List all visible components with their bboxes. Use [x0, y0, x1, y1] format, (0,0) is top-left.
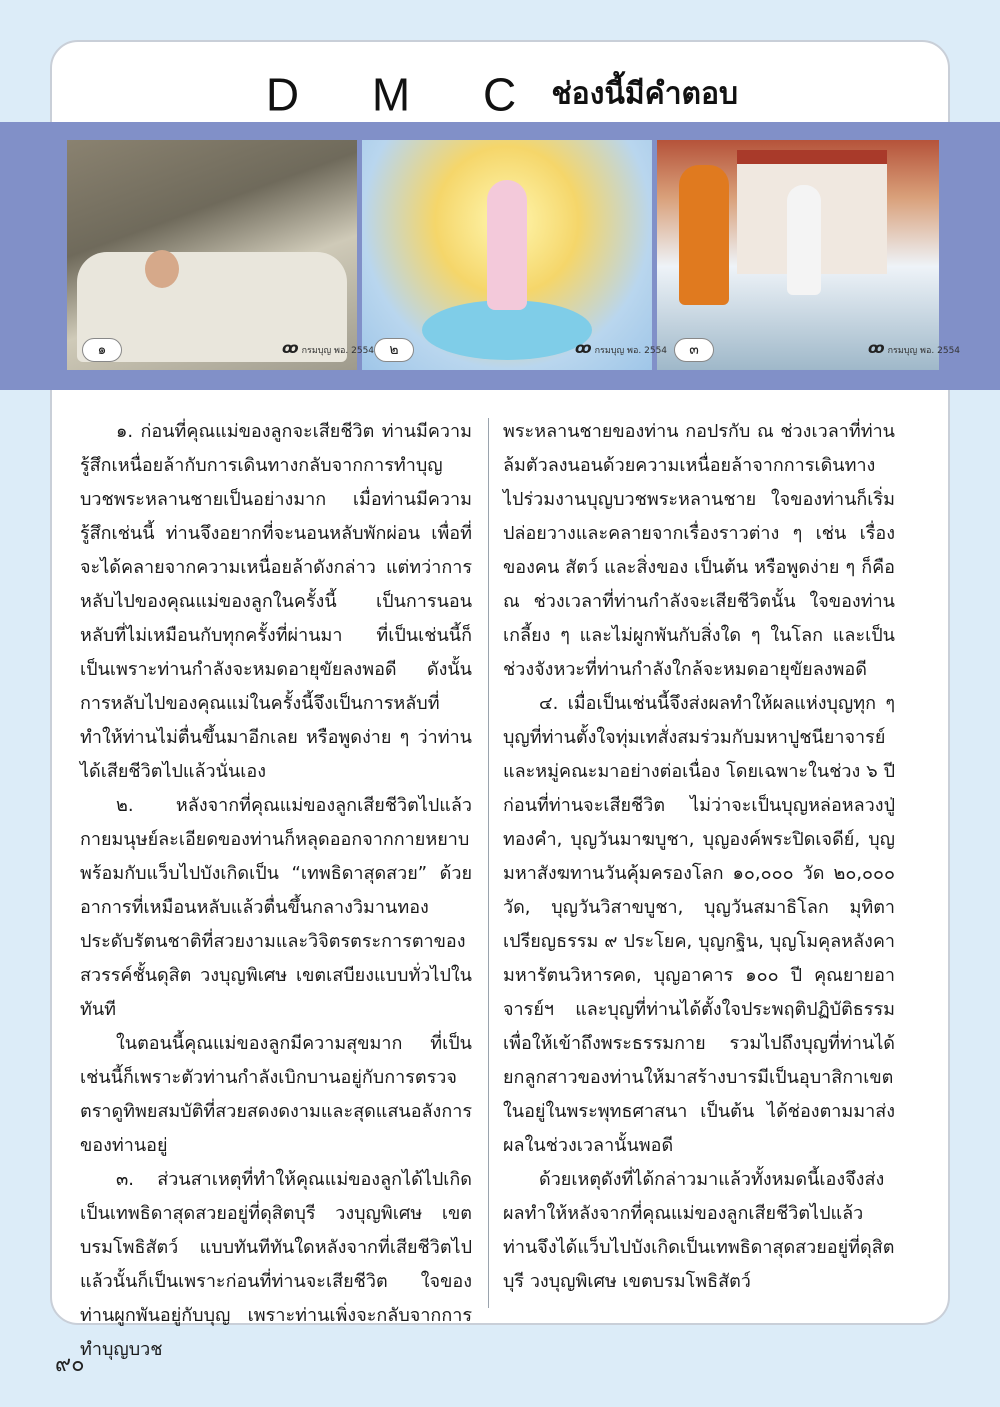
paragraph: ๔. เมื่อเป็นเช่นนี้จึงส่งผลทำให้ผลแห่งบุญทุก ๆ บุญที่ท่านตั้งใจทุ่มเทสั่งสมร่วมกับมหาปูชนียาจารย์และหมู่คณะมาอย่างต่อเนื่อง โดยเฉพาะในช่วง ๖ ปี ก่อนที่ท่านจะเสียชีวิต ไม่ว่าจะเป็นบุญหล่อหลวงปู่ทองคำ, บุญวันมาฆบูชา, บุญองค์พระปิดเจดีย์, บุญมหาสังฆทานวันคุ้มครองโลก ๑๐,๐๐๐ วัด ๒๐,๐๐๐ วัด, บุญวันวิสาขบูชา, บุญวันสมาธิโลก มุทิตาเปรียญธรรม ๙ ประโยค, บุญกฐิน, บุญโมคุลหลังคามหารัตนวิหารคด, บุญอาคาร ๑๐๐ ปี คุณยายอาจารย์ฯ และบุญที่ท่านได้ตั้งใจประพฤติปฏิบัติธรรมเพื่อให้เข้าถึงพระธรรมกาย รวมไปถึงบุญที่ท่านได้ยกลูกสาวของท่านให้มาสร้างบารมีเป็นอุบาสิกาเขตในอยู่ในพระพุทธศาสนา เป็นต้น ได้ช่องตามมาส่งผลในช่วงเวลานั้นพอดี [503, 693, 895, 1156]
credit-text: กรมบุญ พอ. 2554 [887, 346, 961, 356]
monk-figure-shape [679, 165, 729, 305]
image-number-badge: ๓ [674, 338, 714, 362]
column-divider [488, 418, 489, 1308]
left-column [80, 415, 472, 1367]
right-column [503, 415, 895, 1299]
credit-text: กรมบุญ พอ. 2554 [301, 346, 375, 356]
title-thai: ช่องนี้มีคำตอบ [551, 76, 739, 112]
man-figure-shape [787, 185, 821, 295]
illustration-celestial-goddess [362, 140, 652, 370]
paragraph: ๑. ก่อนที่คุณแม่ของลูกจะเสียชีวิต ท่านมีความรู้สึกเหนื่อยล้ากับการเดินทางกลับจากการทำบุญบวชพระหลานชายเป็นอย่างมาก เมื่อท่านมีความรู้สึกเช่นนี้ ท่านจึงอยากที่จะนอนหลับพักผ่อน เพื่อที่จะได้คลายจากความเหนื่อยล้าดังกล่าว แต่ทว่าการหลับไปของคุณแม่ของลูกในครั้งนี้ เป็นการนอนหลับที่ไม่เหมือนกับทุกครั้งที่ผ่านมา ที่เป็นเช่นนี้ก็เป็นเพราะท่านกำลังจะหมดอายุขัยลงพอดี ดังนั้นการหลับไปของคุณแม่ในครั้งนี้จึงเป็นการหลับที่ทำให้ท่านไม่ตื่นขึ้นมาอีกเลย หรือพูดง่าย ๆ ว่าท่านได้เสียชีวิตไปแล้วนั่นเอง [80, 421, 472, 782]
paragraph: ด้วยเหตุดังที่ได้กล่าวมาแล้วทั้งหมดนี้เองจึงส่งผลทำให้หลังจากที่คุณแม่ของลูกเสียชีวิตไปแล้ว ท่านจึงได้แว็บไปบังเกิดเป็นเทพธิดาสุดสวยอยู่ที่ดุสิตบุรี วงบุญพิเศษ เขตบรมโพธิสัตว์ [503, 1169, 895, 1292]
image-number-badge: ๒ [374, 338, 414, 362]
image-number-badge: ๑ [82, 338, 122, 362]
paragraph: ในตอนนี้คุณแม่ของลูกมีความสุขมาก ที่เป็นเช่นนี้ก็เพราะตัวท่านกำลังเบิกบานอยู่กับการตรวจตราดูทิพยสมบัติที่สวยสดงดงามและสุดแสนอลังการของท่านอยู่ [80, 1033, 472, 1156]
title-latin: D M C [265, 68, 547, 121]
goddess-figure-shape [487, 180, 527, 310]
image-credit [868, 338, 960, 358]
credit-logo-icon: ꝏ [282, 339, 299, 357]
image-credit [282, 338, 374, 358]
credit-text: กรมบุญ พอ. 2554 [594, 346, 668, 356]
paragraph: พระหลานชายของท่าน กอปรกับ ณ ช่วงเวลาที่ท่านล้มตัวลงนอนด้วยความเหนื่อยล้าจากการเดินทางไปร่วมงานบุญบวชพระหลานชาย ใจของท่านก็เริ่มปล่อยวางและคลายจากเรื่องราวต่าง ๆ เช่น เรื่องของคน สัตว์ และสิ่งของ เป็นต้น หรือพูดง่าย ๆ ก็คือ ณ ช่วงเวลาที่ท่านกำลังจะเสียชีวิตนั้น ใจของท่านเกลี้ยง ๆ และไม่ผูกพันกับสิ่งใด ๆ ในโลก และเป็นช่วงจังหวะที่ท่านกำลังใกล้จะหมดอายุขัยลงพอดี [503, 421, 895, 680]
illustration-ordination-memory [657, 140, 939, 370]
paragraph: ๒. หลังจากที่คุณแม่ของลูกเสียชีวิตไปแล้ว กายมนุษย์ละเอียดของท่านก็หลุดออกจากกายหยาบ พร้อมกับแว็บไปบังเกิดเป็น “เทพธิดาสุดสวย” ด้วยอาการที่เหมือนหลับแล้วตื่นขึ้นกลางวิมานทองประดับรัตนชาติที่สวยงามและวิจิตรตระการตาของสวรรค์ชั้นดุสิต วงบุญพิเศษ เขตเสบียงแบบทั่วไปในทันที [80, 795, 472, 1020]
image-credit [575, 338, 667, 358]
page-number: ๙๐ [55, 1352, 85, 1377]
credit-logo-icon: ꝏ [575, 339, 592, 357]
sleeper-head-shape [145, 250, 179, 288]
credit-logo-icon: ꝏ [868, 339, 885, 357]
page-title [52, 68, 950, 121]
illustration-sleeping-mother [67, 140, 357, 370]
paragraph: ๓. ส่วนสาเหตุที่ทำให้คุณแม่ของลูกได้ไปเกิดเป็นเทพธิดาสุดสวยอยู่ที่ดุสิตบุรี วงบุญพิเศษ เขตบรมโพธิสัตว์ แบบทันทีทันใดหลังจากที่เสียชีวิตไปแล้วนั้นก็เป็นเพราะก่อนที่ท่านจะเสียชีวิต ใจของท่านผูกพันอยู่กับบุญ เพราะท่านเพิ่งจะกลับจากการทำบุญบวช [80, 1169, 472, 1360]
